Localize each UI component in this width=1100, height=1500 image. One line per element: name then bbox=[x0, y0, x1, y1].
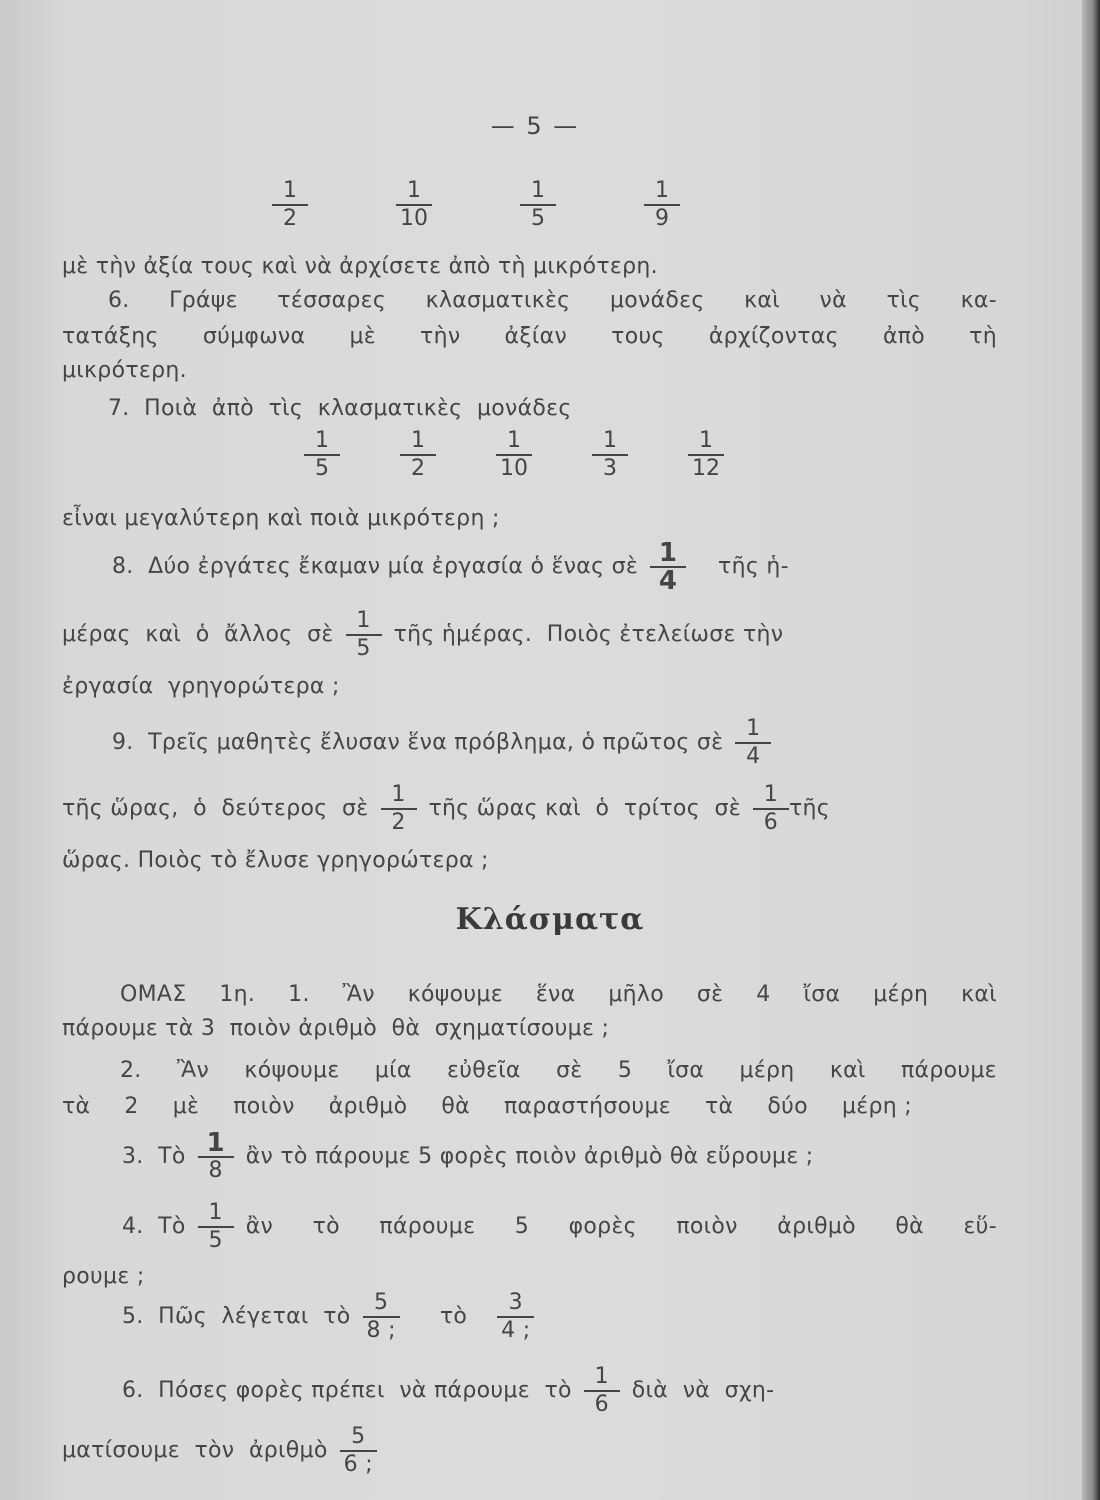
question-9-line-1: 9. Τρεῖς μαθητὲς ἔλυσαν ἕνα πρόβλημα, ὁ πρῶτος σὲ $\frac{1}{4}$ bbox=[112, 716, 1047, 770]
fraction: $\frac{1}{9}$ bbox=[644, 178, 680, 232]
group-question-1-line-1: ΟΜΑΣ 1η. 1. Ἂν κόψουμε ἕνα μῆλο σὲ 4 ἴσα μέρη καὶ bbox=[120, 982, 997, 1007]
fraction: $\frac{5}{6 ;}$ bbox=[340, 1424, 377, 1478]
page-number: — 5 — bbox=[490, 112, 580, 140]
fraction: $\frac{1}{6}$ bbox=[584, 1364, 620, 1418]
question-9-line-3: ὥρας. Ποιὸς τὸ ἔλυσε γρηγορώτερα ; bbox=[62, 848, 489, 873]
group-question-5: 5. Πῶς λέγεται τὸ $\frac{5}{8 ;}$ τὸ $\frac{3}{4 ;}$ bbox=[122, 1290, 1057, 1344]
book-spine bbox=[1082, 0, 1100, 1500]
fraction: $\frac{1}{8}$ bbox=[198, 1130, 234, 1184]
group-question-6-line-1: 6. Πόσες φορὲς πρέπει νὰ πάρουμε τὸ $\frac{1}{6}$ διὰ νὰ σχη- bbox=[122, 1364, 775, 1417]
group-question-4-line-1: 4. Τὸ $\frac{1}{5}$ ἂν τὸ πάρουμε 5 φορὲς ποιὸν ἀριθμὸ θὰ εὕ- bbox=[122, 1200, 997, 1253]
group-question-2-line-1: 2. Ἂν κόψουμε μία εὐθεῖα σὲ 5 ἴσα μέρη καὶ πάρουμε bbox=[120, 1058, 997, 1083]
question-7-line-2: εἶναι μεγαλύτερη καὶ ποιὰ μικρότερη ; bbox=[62, 506, 500, 531]
fraction-row-2 bbox=[304, 428, 724, 482]
group-question-3: 3. Τὸ $\frac{1}{8}$ ἂν τὸ πάρουμε 5 φορὲς ποιὸν ἀριθμὸ θὰ εὕρουμε ; bbox=[122, 1128, 814, 1183]
fraction: $\frac{1}{3}$ bbox=[592, 428, 628, 482]
fraction: $\frac{1}{10}$ bbox=[396, 178, 432, 232]
fraction: $\frac{1}{4}$ bbox=[650, 540, 686, 594]
question-6-line-3: μικρότερη. bbox=[62, 358, 187, 383]
fraction: $\frac{1}{2}$ bbox=[272, 178, 308, 232]
fraction: $\frac{1}{6}$ bbox=[753, 782, 789, 836]
fraction: $\frac{1}{2}$ bbox=[381, 782, 417, 836]
fraction: $\frac{5}{8 ;}$ bbox=[363, 1290, 400, 1344]
fraction: $\frac{1}{2}$ bbox=[400, 428, 436, 482]
question-8-line-3: ἐργασία γρηγορώτερα ; bbox=[62, 674, 340, 699]
fraction: $\frac{1}{10}$ bbox=[496, 428, 532, 482]
question-6-line-1: 6. Γράψε τέσσαρες κλασματικὲς μονάδες καὶ νὰ τὶς κα- bbox=[108, 288, 997, 313]
fraction: $\frac{1}{4}$ bbox=[735, 716, 771, 770]
question-7-line-1: 7. Ποιὰ ἀπὸ τὶς κλασματικὲς μονάδες bbox=[108, 396, 572, 421]
fraction-row-1 bbox=[272, 178, 680, 232]
group-question-2-line-2: τὰ 2 μὲ ποιὸν ἀριθμὸ θὰ παραστήσουμε τὰ δύο μέρη ; bbox=[62, 1094, 912, 1119]
section-heading: Κλάσματα bbox=[455, 902, 645, 937]
fraction: $\frac{1}{5}$ bbox=[198, 1200, 234, 1254]
fraction: $\frac{1}{5}$ bbox=[346, 608, 382, 662]
fraction: $\frac{1}{5}$ bbox=[520, 178, 556, 232]
group-question-6-line-2: ματίσουμε τὸν ἀριθμὸ $\frac{5}{6 ;}$ bbox=[62, 1424, 997, 1478]
question-8-line-1: 8. Δύο ἐργάτες ἔκαμαν μία ἐργασία ὁ ἕνας σὲ $\frac{1}{4}$ τῆς ἡ- bbox=[112, 538, 789, 596]
question-8-line-2: μέρας καὶ ὁ ἄλλος σὲ $\frac{1}{5}$ τῆς ἡμέρας. Ποιὸς ἐτελείωσε τὴν bbox=[62, 608, 784, 661]
fraction: $\frac{1}{12}$ bbox=[688, 428, 724, 482]
fraction: $\frac{1}{5}$ bbox=[304, 428, 340, 482]
text-line: μὲ τὴν ἀξία τους καὶ νὰ ἀρχίσετε ἀπὸ τὴ μικρότερη. bbox=[62, 254, 658, 279]
group-question-1-line-2: πάρουμε τὰ 3 ποιὸν ἀριθμὸ θὰ σχηματίσουμε ; bbox=[62, 1016, 610, 1041]
question-6-line-2: τατάξης σύμφωνα μὲ τὴν ἀξίαν τους ἀρχίζοντας ἀπὸ τὴ bbox=[62, 324, 997, 349]
fraction: $\frac{3}{4 ;}$ bbox=[497, 1290, 534, 1344]
question-9-line-2: τῆς ὥρας, ὁ δεύτερος σὲ $\frac{1}{2}$ τῆς ὥρας καὶ ὁ τρίτος σὲ $\frac{1}{6}$ τῆς bbox=[62, 782, 830, 835]
group-question-4-line-2: ρουμε ; bbox=[62, 1264, 145, 1289]
